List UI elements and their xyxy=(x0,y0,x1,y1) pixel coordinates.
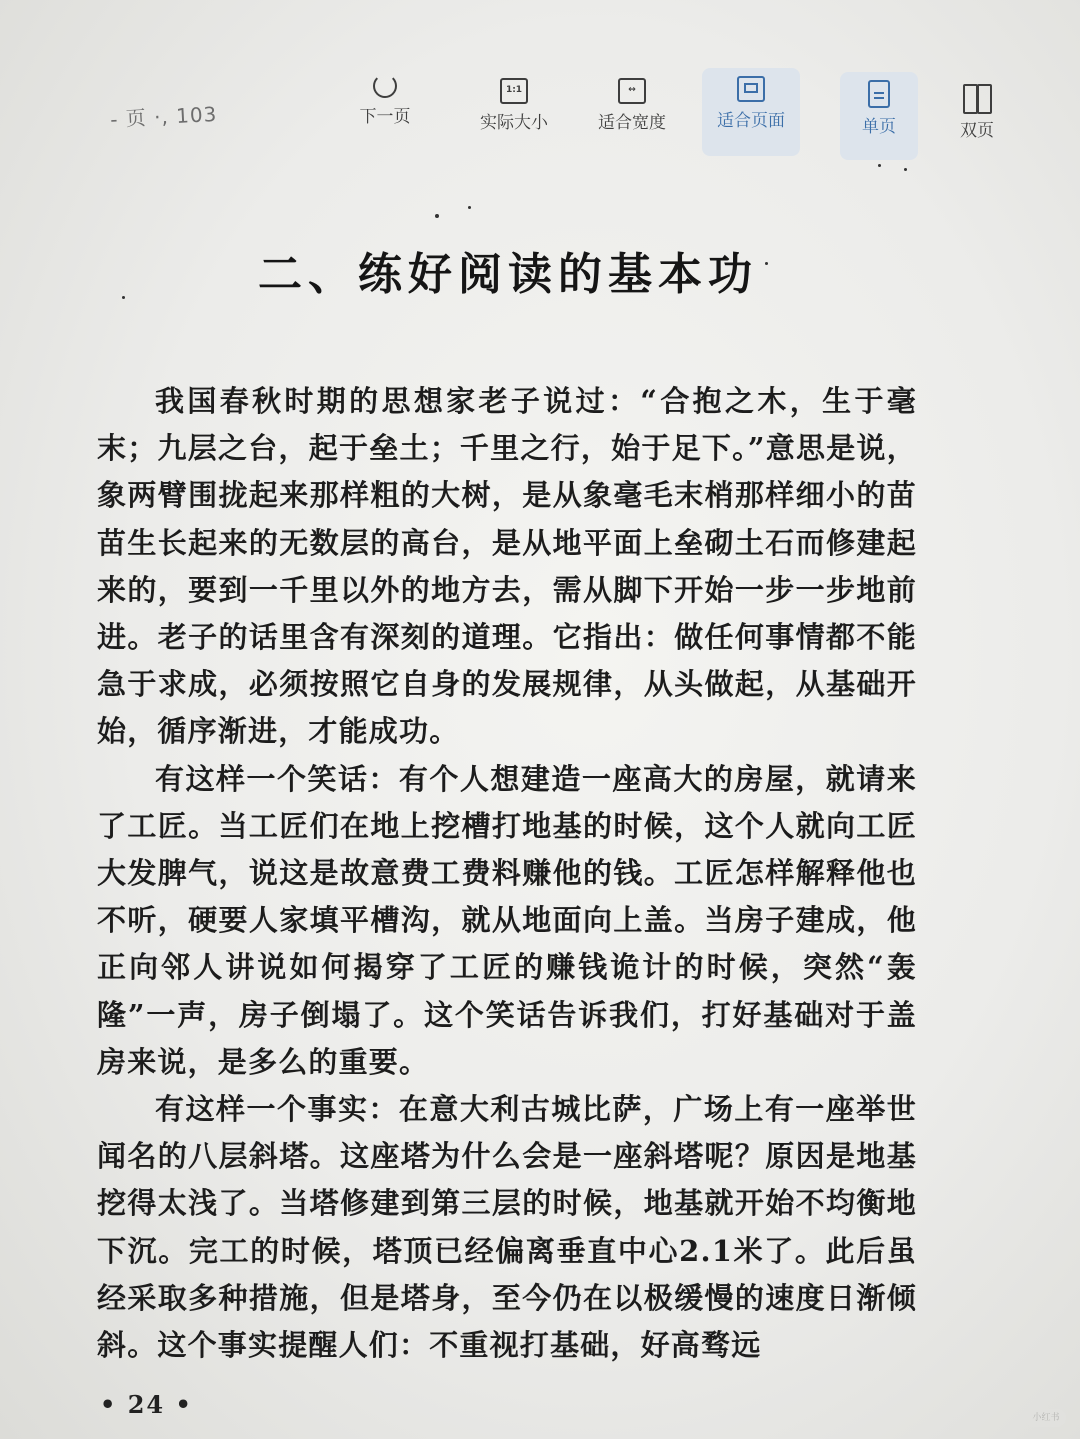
ink-speck xyxy=(904,168,907,171)
double-page-label: 双页 xyxy=(960,121,994,141)
fit-page-label: 适合页面 xyxy=(717,111,785,131)
paragraph: 有这样一个笑话：有个人想建造一座高大的房屋，就请来了工匠。当工匠们在地上挖槽打地基的时候，这个人就向工匠大发脾气，说这是故意费工费料赚他的钱。工匠怎样解释他也不听，硬要人家填平槽沟，就从地面向上盖。当房子建成，他正向邻人讲说如何揭穿了工匠的赚钱诡计的时候，突然“轰隆”一声，房子倒塌了。这个笑话告诉我们，打好基础对于盖房来说，是多么的重要。 xyxy=(97,761,917,1079)
chapter-title: 二、练好阅读的基本功 xyxy=(258,249,758,300)
actual-size-label: 实际大小 xyxy=(480,113,548,133)
page-indicator: - 页 ·, 103 xyxy=(109,101,218,132)
page-number: • 24 • xyxy=(100,1390,193,1419)
fit-width-icon: ↔ xyxy=(618,78,646,104)
ink-speck xyxy=(435,214,439,218)
next-page-label: 下一页 xyxy=(359,107,411,127)
ink-speck xyxy=(468,206,471,209)
body-text xyxy=(97,378,917,1369)
fit-width-label: 适合宽度 xyxy=(598,113,666,133)
single-page-label: 单页 xyxy=(862,117,896,137)
paragraph: 我国春秋时期的思想家老子说过：“合抱之木，生于毫末；九层之台，起于垒土；千里之行，始于足下。”意思是说，象两臂围拢起来那样粗的大树，是从象毫毛末梢那样细小的苗苗生长起来的无数层的高台，是从地平面上垒砌土石而修建起来的，要到一千里以外的地方去，需从脚下开始一步一步地前进。老子的话里含有深刻的道理。它指出：做任何事情都不能急于求成，必须按照它自身的发展规律，从头做起，从基础开始，循序渐进，才能成功。 xyxy=(97,384,917,749)
actual-size-icon: 1:1 xyxy=(500,78,528,104)
paragraph: 有这样一个事实：在意大利古城比萨，广场上有一座举世闻名的八层斜塔。这座塔为什么会是一座斜塔呢？原因是地基挖得太浅了。当塔修建到第三层的时候，地基就开始不均衡地下沉。完工的时候，塔顶已经偏离垂直中心2.1米了。此后虽经采取多种措施，但是塔身，至今仍在以极缓慢的速度日渐倾斜。这个事实提醒人们：不重视打基础，好高骛远 xyxy=(97,1092,917,1363)
watermark-badge: 小红书 xyxy=(1026,1409,1066,1427)
ink-speck xyxy=(878,164,881,167)
